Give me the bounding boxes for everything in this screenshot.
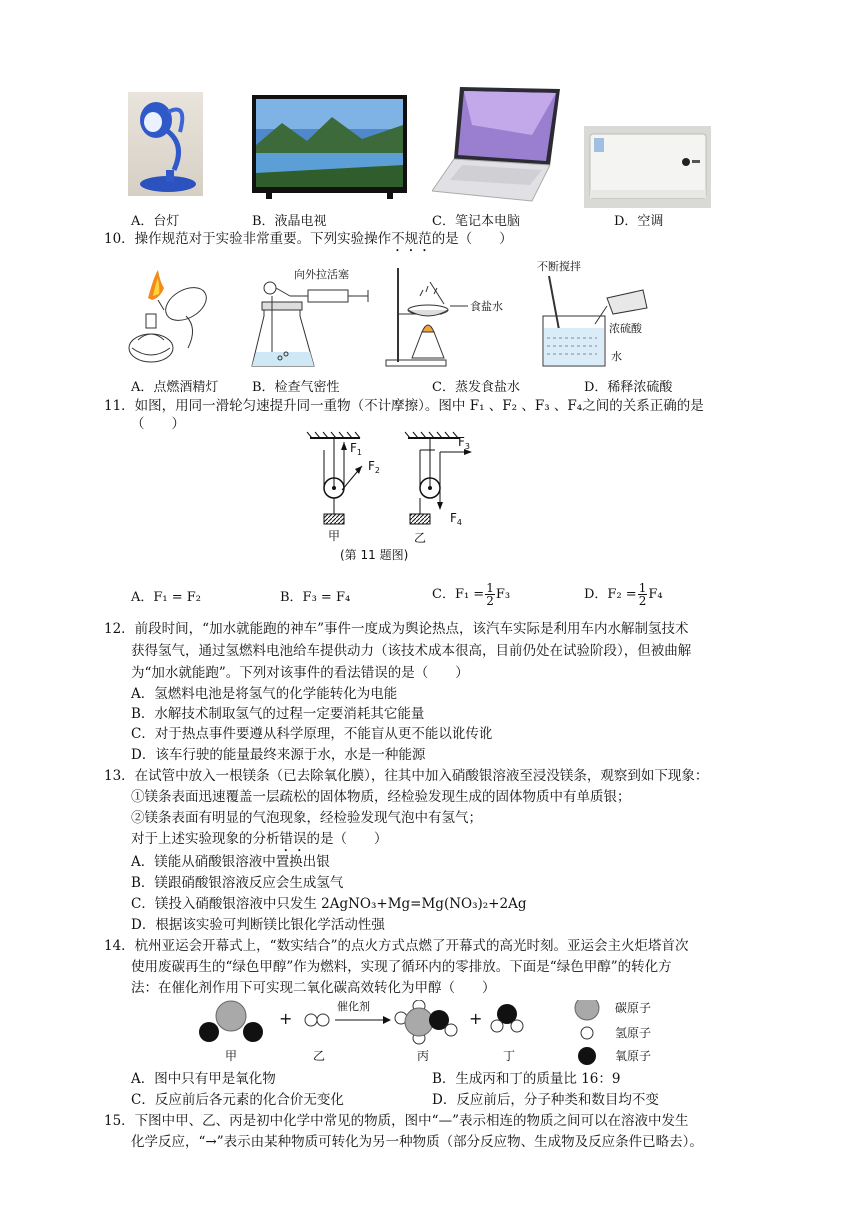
svg-text:+: +: [279, 1009, 293, 1028]
q11-stem-line1: 11．如图，用同一滑轮匀速提升同一重物（不计摩擦）。图中 F₁ 、F₂ 、F₃ 、F₄之间的关系正确的是: [104, 398, 704, 414]
water-label: 水: [611, 350, 622, 363]
acid-label: 浓硫酸: [609, 322, 642, 335]
catalyst-label: 催化剂: [337, 1000, 370, 1013]
f2-sub: 2: [374, 466, 380, 475]
q11-option-c-tail: F₃: [495, 587, 511, 602]
q12-option-a[interactable]: A．氢燃料电池是将氢气的化学能转化为电能: [131, 686, 398, 702]
q13-line4-emphasis: 错误: [279, 831, 307, 847]
stir-label: 不断搅拌: [537, 260, 581, 273]
evaporation-figure: [382, 262, 522, 370]
oxygen-legend-icon: [578, 1047, 596, 1065]
q14-stem-line1: 14．杭州亚运会开幕式上，“数实结合”的点火方式点燃了开幕式的高光时刻。亚运会主火炬塔首次: [104, 938, 689, 954]
q14-option-c[interactable]: C．反应前后各元素的化合价无变化: [131, 1092, 344, 1108]
f1-label: F: [350, 441, 357, 455]
q11-stem-line2: （ ）: [131, 416, 185, 432]
q14-stem-line3: 法：在催化剂作用下可实现二氧化碳高效转化为甲醇（ ）: [131, 980, 496, 996]
carbon-legend-icon: [575, 1000, 599, 1020]
q13-option-b[interactable]: B．镁跟硝酸银溶液反应会生成氢气: [131, 875, 344, 891]
pulley-figure: [300, 430, 500, 565]
svg-text:F4: [450, 511, 462, 527]
q11-option-c-pre: C．F₁ =: [432, 587, 485, 602]
q15-stem-line1: 15．下图中甲、乙、丙是初中化学中常见的物质，图中“—”表示相连的物质之间可以在溶液中发生: [104, 1113, 689, 1129]
carbon-legend-label: 碳原子: [615, 1001, 652, 1015]
oxygen-legend-label: 氧原子: [615, 1049, 652, 1063]
svg-text:F3: [458, 435, 470, 451]
q11-option-c[interactable]: [432, 578, 510, 612]
q12-option-c[interactable]: C．对于热点事件要遵从科学原理，不能盲从更不能以讹传讹: [131, 726, 493, 742]
methanol-reaction-diagram: [195, 1000, 675, 1068]
product-ding-label: 丁: [503, 1049, 516, 1063]
f3-label: F: [458, 435, 465, 449]
reactant-yi-label: 乙: [313, 1049, 326, 1063]
f4-sub: 4: [456, 518, 462, 527]
lcd-tv-image: [252, 95, 407, 200]
q10-option-b[interactable]: B．检查气密性: [252, 380, 340, 395]
air-conditioner-image: [584, 126, 711, 208]
f2-label: F: [368, 459, 375, 473]
hydrogen-legend-icon: [581, 1027, 593, 1039]
q11-option-c-fraction: $\frac{1}{2}$: [486, 581, 494, 608]
laptop-image: [432, 85, 562, 203]
svg-text:F2: [368, 459, 380, 475]
q11-option-d-pre: D．F₂ =: [584, 587, 637, 602]
q12-stem-line2: 获得氢气，通过氢燃料电池给车提供动力（该技术成本很高，目前仍处在试验阶段），但被曲解: [131, 643, 692, 659]
q13-option-c[interactable]: C．镁投入硝酸银溶液中只发生 2AgNO₃+Mg=Mg(NO₃)₂+2Ag: [131, 896, 527, 912]
q10-option-a[interactable]: A．点燃酒精灯: [131, 380, 219, 395]
q13-line4-post: 的是（ ）: [306, 831, 388, 847]
q10-stem-emphasis: 不规范: [391, 231, 432, 247]
airtightness-check-figure: [250, 266, 375, 371]
svg-text:+: +: [469, 1009, 483, 1028]
q10-stem-pre: 10．操作规范对于实验非常重要。下列实验操作: [104, 231, 392, 247]
q14-stem-line2: 使用废碳再生的“绿色甲醇”作为燃料，实现了循环内的零排放。下面是“绿色甲醇”的转化方: [131, 959, 672, 975]
q10-stem-post: 的是（ ）: [431, 231, 513, 247]
alcohol-lamp-figure: [128, 268, 218, 368]
dilution-figure: [535, 258, 660, 370]
q14-option-b[interactable]: B．生成丙和丁的质量比 16：9: [432, 1071, 621, 1087]
q14-option-d[interactable]: D．反应前后，分子种类和数目均不变: [432, 1092, 659, 1108]
product-bing-label: 丙: [417, 1049, 430, 1063]
hydrogen-legend-label: 氢原子: [615, 1026, 652, 1040]
yi-label: 乙: [414, 531, 427, 545]
q9-option-c[interactable]: C．笔记本电脑: [432, 214, 520, 229]
q13-option-a[interactable]: A．镁能从硝酸银溶液中置换出银: [131, 854, 330, 870]
f4-label: F: [450, 511, 457, 525]
salt-water-label: 食盐水: [470, 300, 503, 313]
syringe-label: 向外拉活塞: [294, 268, 349, 281]
q12-option-b[interactable]: B．水解技术制取氢气的过程一定要消耗其它能量: [131, 706, 425, 722]
q11-option-d-tail: F₄: [648, 587, 663, 602]
q9-option-b[interactable]: B．液晶电视: [252, 214, 327, 229]
q11-caption: (第 11 题图): [340, 548, 409, 562]
q10-stem: [104, 229, 513, 255]
desk-lamp-image: [128, 92, 203, 196]
q13-stem-line3: ②镁条表面有明显的气泡现象，经检验发现气泡中有氢气；: [131, 810, 482, 826]
q13-stem-line2: ①镁条表面迅速覆盖一层疏松的固体物质，经检验发现生成的固体物质中有单质银；: [131, 789, 631, 805]
f1-sub: 1: [356, 448, 362, 457]
q15-stem-line2: 化学反应，“→”表示由某种物质可转化为另一种物质（部分反应物、生成物及反应条件已略去）。: [131, 1134, 703, 1150]
q11-option-d[interactable]: [584, 578, 663, 612]
q9-option-a[interactable]: A．台灯: [131, 214, 180, 229]
f3-sub: 3: [464, 442, 470, 451]
q10-option-d[interactable]: D．稀释浓硫酸: [584, 380, 673, 395]
q11-option-d-fraction: $\frac{1}{2}$: [638, 581, 647, 608]
q10-option-c[interactable]: C．蒸发食盐水: [432, 380, 520, 395]
q11-option-a[interactable]: A．F₁ = F₂: [131, 590, 202, 605]
reactant-jia-label: 甲: [225, 1049, 238, 1063]
q9-option-d[interactable]: D．空调: [614, 214, 664, 229]
q13-option-d[interactable]: D．根据该实验可判断镁比银化学活动性强: [131, 917, 385, 933]
q12-option-d[interactable]: D．该车行驶的能量最终来源于水，水是一种能源: [131, 747, 426, 763]
q12-stem-line1: 12．前段时间，“加水就能跑的神车”事件一度成为舆论热点，该汽车实际是利用车内水解制氢技术: [104, 621, 689, 637]
q12-stem-line3: 为“加水就能跑”。下列对该事件的看法错误的是（ ）: [131, 665, 469, 681]
q13-line4-pre: 对于上述实验现象的分析: [131, 831, 280, 847]
q14-option-a[interactable]: A．图中只有甲是氧化物: [131, 1071, 276, 1087]
svg-text:F1: [350, 441, 362, 457]
jia-label: 甲: [328, 529, 341, 543]
q11-option-b[interactable]: B．F₃ = F₄: [280, 590, 351, 605]
q13-stem-line1: 13．在试管中放入一根镁条（已去除氧化膜），往其中加入硝酸银溶液至浸没镁条，观察到如下现象：: [104, 768, 709, 784]
